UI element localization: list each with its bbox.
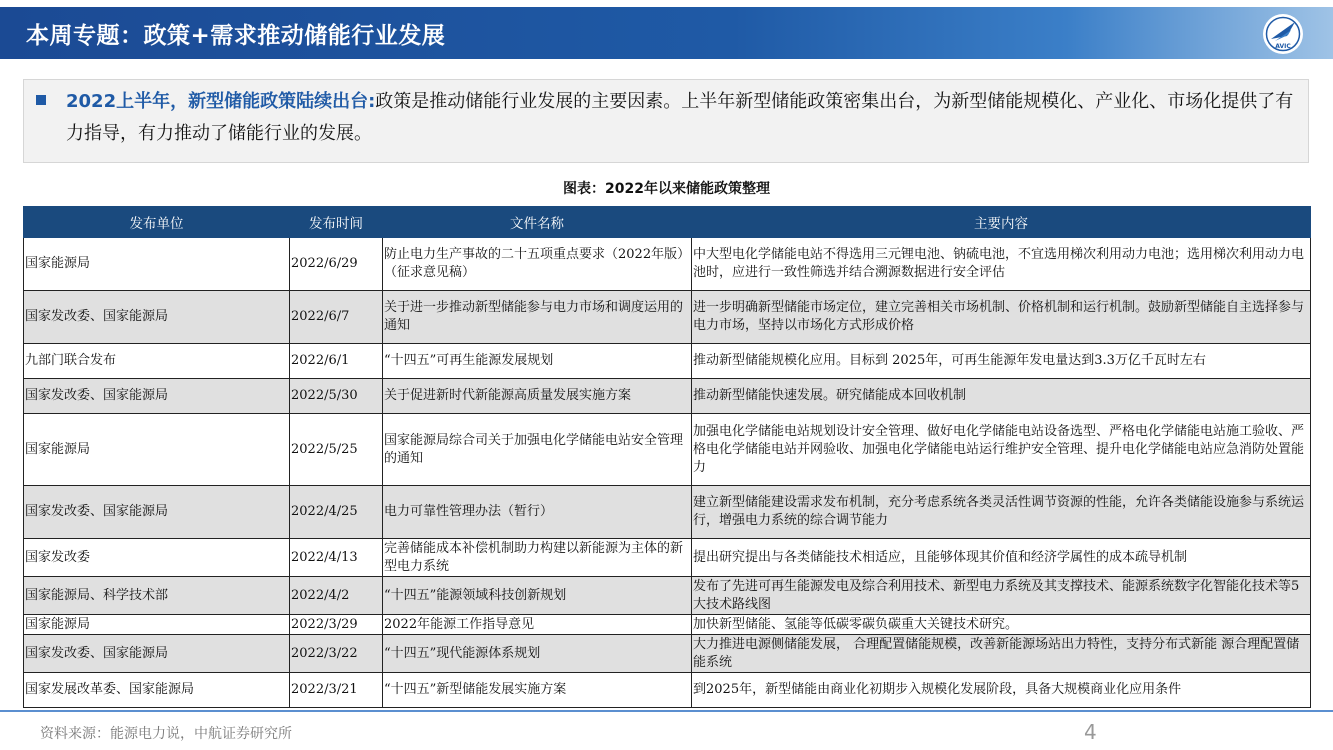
cell-date: 2022/3/22	[290, 635, 383, 673]
page-header	[0, 7, 1333, 59]
cell-date: 2022/6/1	[290, 344, 383, 379]
cell-unit: 国家能源局	[24, 615, 290, 635]
cell-content: 进一步明确新型储能市场定位，建立完善相关市场机制、价格机制和运行机制。鼓励新型储能自主选择参与电力市场，坚持以市场化方式形成价格	[692, 291, 1311, 344]
cell-unit: 国家发改委、国家能源局	[24, 635, 290, 673]
table-row	[24, 577, 1311, 615]
summary-text	[66, 86, 1298, 150]
avic-logo	[1261, 12, 1305, 56]
cell-date: 2022/3/21	[290, 673, 383, 708]
cell-date: 2022/4/25	[290, 486, 383, 539]
col-header-name: 文件名称	[383, 207, 692, 238]
bullet-icon	[36, 95, 46, 105]
policy-table	[23, 206, 1311, 708]
cell-name: 电力可靠性管理办法（暂行）	[383, 486, 692, 539]
cell-content: 中大型电化学储能电站不得选用三元锂电池、钠硫电池，不宜选用梯次利用动力电池；选用梯次利用动力电池时，应进行一致性筛选并结合溯源数据进行安全评估	[692, 238, 1311, 291]
cell-name: 关于促进新时代新能源高质量发展实施方案	[383, 379, 692, 414]
cell-date: 2022/4/13	[290, 539, 383, 577]
table-header-row	[24, 207, 1311, 238]
cell-content: 建立新型储能建设需求发布机制，充分考虑系统各类灵活性调节资源的性能，允许各类储能设施参与系统运行，增强电力系统的综合调节能力	[692, 486, 1311, 539]
col-header-content: 主要内容	[692, 207, 1311, 238]
cell-unit: 国家发改委、国家能源局	[24, 486, 290, 539]
logo-text: AVIC	[1275, 43, 1291, 50]
cell-date: 2022/5/30	[290, 379, 383, 414]
table-row	[24, 615, 1311, 635]
source-note: 资料来源：能源电力说，中航证券研究所	[40, 726, 292, 742]
table-row	[24, 539, 1311, 577]
cell-date: 2022/3/29	[290, 615, 383, 635]
cell-unit: 九部门联合发布	[24, 344, 290, 379]
cell-name: “十四五”新型储能发展实施方案	[383, 673, 692, 708]
table-row	[24, 344, 1311, 379]
cell-unit: 国家发改委、国家能源局	[24, 379, 290, 414]
cell-unit: 国家发改委	[24, 539, 290, 577]
cell-content: 提出研究提出与各类储能技术相适应，且能够体现其价值和经济学属性的成本疏导机制	[692, 539, 1311, 577]
cell-date: 2022/5/25	[290, 414, 383, 486]
summary-lead: 2022上半年，新型储能政策陆续出台:	[66, 91, 376, 112]
cell-content: 发布了先进可再生能源发电及综合利用技术、新型电力系统及其支撑技术、能源系统数字化智能化技术等5大技术路线图	[692, 577, 1311, 615]
cell-content: 到2025年，新型储能由商业化初期步入规模化发展阶段，具备大规模商业化应用条件	[692, 673, 1311, 708]
cell-unit: 国家能源局	[24, 414, 290, 486]
cell-name: “十四五”现代能源体系规划	[383, 635, 692, 673]
cell-content: 加强电化学储能电站规划设计安全管理、做好电化学储能电站设备选型、严格电化学储能电站施工验收、严格电化学储能电站并网验收、加强电化学储能电站运行维护安全管理、提升电化学储能电站应急消防处置能力	[692, 414, 1311, 486]
page-title: 本周专题：政策+需求推动储能行业发展	[26, 23, 446, 49]
col-header-unit: 发布单位	[24, 207, 290, 238]
table-row	[24, 414, 1311, 486]
cell-content: 推动新型储能规模化应用。目标到 2025年，可再生能源年发电量达到3.3万亿千瓦时左右	[692, 344, 1311, 379]
page-number: 4	[1084, 720, 1097, 744]
summary-body: 政策是推动储能行业发展的主要因素。上半年新型储能政策密集出台，为新型储能规模化、产业化、市场化提供了有力指导，有力推动了储能行业的发展。	[66, 91, 1294, 144]
cell-date: 2022/6/7	[290, 291, 383, 344]
summary-box	[23, 79, 1309, 163]
cell-name: 国家能源局综合司关于加强电化学储能电站安全管理的通知	[383, 414, 692, 486]
cell-content: 大力推进电源侧储能发展， 合理配置储能规模，改善新能源场站出力特性，支持分布式新能 源合理配置储能系统	[692, 635, 1311, 673]
cell-content: 加快新型储能、氢能等低碳零碳负碳重大关键技术研究。	[692, 615, 1311, 635]
cell-name: 防止电力生产事故的二十五项重点要求（2022年版）（征求意见稿）	[383, 238, 692, 291]
col-header-date: 发布时间	[290, 207, 383, 238]
table-row	[24, 291, 1311, 344]
cell-name: 2022年能源工作指导意见	[383, 615, 692, 635]
cell-name: “十四五”能源领域科技创新规划	[383, 577, 692, 615]
cell-name: “十四五”可再生能源发展规划	[383, 344, 692, 379]
table-caption: 图表：2022年以来储能政策整理	[563, 181, 770, 197]
table-row	[24, 635, 1311, 673]
cell-unit: 国家能源局、科学技术部	[24, 577, 290, 615]
footer-divider	[0, 710, 1333, 712]
table-row	[24, 379, 1311, 414]
cell-unit: 国家能源局	[24, 238, 290, 291]
cell-date: 2022/4/2	[290, 577, 383, 615]
cell-content: 推动新型储能快速发展。研究储能成本回收机制	[692, 379, 1311, 414]
cell-unit: 国家发展改革委、国家能源局	[24, 673, 290, 708]
cell-name: 关于进一步推动新型储能参与电力市场和调度运用的通知	[383, 291, 692, 344]
table-row	[24, 238, 1311, 291]
table-row	[24, 486, 1311, 539]
cell-date: 2022/6/29	[290, 238, 383, 291]
cell-name: 完善储能成本补偿机制助力构建以新能源为主体的新型电力系统	[383, 539, 692, 577]
table-row	[24, 673, 1311, 708]
cell-unit: 国家发改委、国家能源局	[24, 291, 290, 344]
